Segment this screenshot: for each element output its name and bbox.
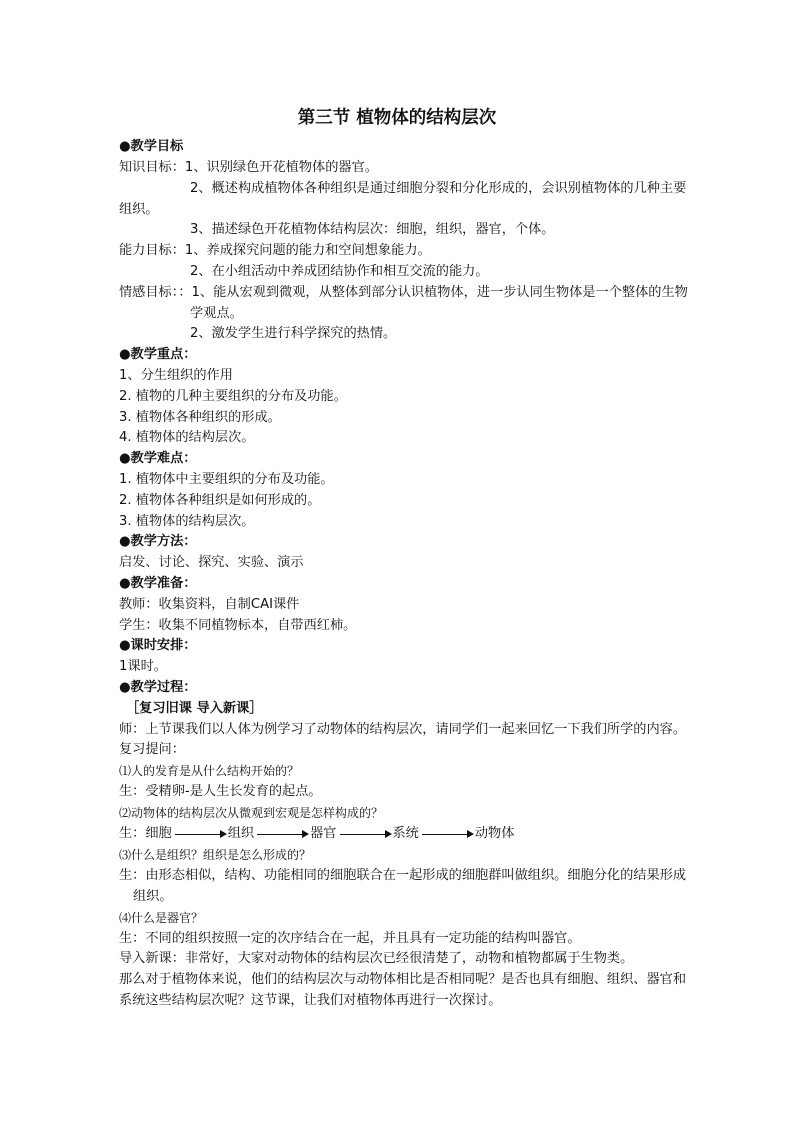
answer-1: 生：受精卵-是人生长发育的起点。 [119, 784, 322, 799]
lesson-intro: 导入新课：非常好，大家对动物体的结构层次已经很清楚了，动物和植物都属于生物类。 [119, 951, 634, 966]
question-1: ⑴人的发育是从什么结构开始的？ [119, 764, 300, 778]
section-heading-objectives: ●教学目标 [119, 139, 184, 154]
key-point-4: 4. 植物体的结构层次。 [119, 430, 255, 445]
ability-objective-1: 能力目标：1、养成探究问题的能力和空间想象能力。 [119, 243, 431, 258]
page-title: 第三节 植物体的结构层次 [297, 108, 497, 128]
question-3: ⑶什么是组织？组织是怎么形成的？ [119, 848, 312, 862]
review-questions-label: 复习提问： [119, 742, 185, 757]
knowledge-objective-1: 知识目标：1、识别绿色开花植物体的器官。 [119, 160, 378, 175]
schedule-text: 1课时。 [119, 659, 167, 674]
emotion-objective-2: 2、激发学生进行科学探究的热情。 [190, 326, 397, 341]
emotion-objective-1-cont: 学观点。 [190, 306, 243, 321]
section-heading-difficulties: ●教学难点： [119, 451, 197, 466]
question-4: ⑷什么是器官？ [119, 911, 204, 925]
flow-arrow-icon [257, 834, 307, 835]
flow-step-organ: 器官 [310, 826, 337, 841]
flow-step-system: 系统 [392, 826, 419, 841]
lesson-question-cont: 系统这些结构层次呢？这节课，让我们对植物体再进行一次探讨。 [119, 993, 502, 1008]
teacher-preparation: 教师：收集资料，自制CAI课件 [119, 597, 300, 612]
key-point-3: 3. 植物体各种组织的形成。 [119, 410, 281, 425]
answer-4: 生：不同的组织按照一定的次序结合在一起，并且具有一定功能的结构叫器官。 [119, 931, 581, 946]
key-point-1: 1、分生组织的作用 [119, 368, 233, 383]
flow-step-tissue: 组织 [227, 826, 255, 841]
student-preparation: 学生：收集不同植物标本，自带西红柿。 [119, 618, 357, 633]
teacher-intro: 师：上节课我们以人体为例学习了动物体的结构层次，请同学们一起来回忆一下我们所学的内容。 [119, 722, 687, 737]
key-point-2: 2. 植物的几种主要组织的分布及功能。 [119, 389, 347, 404]
knowledge-objective-3: 3、描述绿色开花植物体结构层次：细胞，组织，器官，个体。 [190, 222, 555, 237]
question-2: ⑵动物体的结构层次从微观到宏观是怎样构成的？ [119, 806, 384, 820]
section-heading-process: ●教学过程： [119, 680, 197, 695]
knowledge-objective-2-cont: 组织。 [119, 202, 159, 217]
section-heading-key-points: ●教学重点： [119, 347, 197, 362]
methods-text: 启发、讨论、探究、实验、演示 [119, 555, 304, 570]
flow-arrow-icon [340, 834, 390, 835]
difficulty-3: 3. 植物体的结构层次。 [119, 514, 255, 529]
section-heading-schedule: ●课时安排： [119, 638, 197, 653]
hierarchy-flow [119, 824, 724, 844]
answer-3-cont: 组织。 [133, 889, 173, 904]
subsection-review: ［复习旧课 导入新课］ [126, 701, 263, 716]
section-heading-methods: ●教学方法： [119, 534, 197, 549]
ability-objective-2: 2、在小组活动中养成团结协作和相互交流的能力。 [190, 264, 489, 279]
flow-arrow-icon [175, 834, 225, 835]
difficulty-2: 2. 植物体各种组织是如何形成的。 [119, 493, 321, 508]
flow-prefix: 生：细胞 [119, 826, 172, 841]
section-heading-preparation: ●教学准备： [119, 576, 197, 591]
lesson-question: 那么对于植物体来说，他们的结构层次与动物体相比是否相同呢？是否也具有细胞、组织、器官和 [119, 972, 687, 987]
emotion-objective-1: 情感目标：：1、能从宏观到微观，从整体到部分认识植物体，进一步认同生物体是一个整体的生物 [119, 285, 688, 300]
answer-3: 生：由形态相似，结构、功能相同的细胞联合在一起形成的细胞群叫做组织。细胞分化的结果形成 [119, 868, 687, 883]
difficulty-1: 1. 植物体中主要组织的分布及功能。 [119, 472, 334, 487]
flow-arrow-icon [422, 834, 472, 835]
flow-step-animal: 动物体 [474, 826, 515, 841]
knowledge-objective-2: 2、概述构成植物体各种组织是通过细胞分裂和分化形成的，会识别植物体的几种主要 [190, 181, 687, 196]
